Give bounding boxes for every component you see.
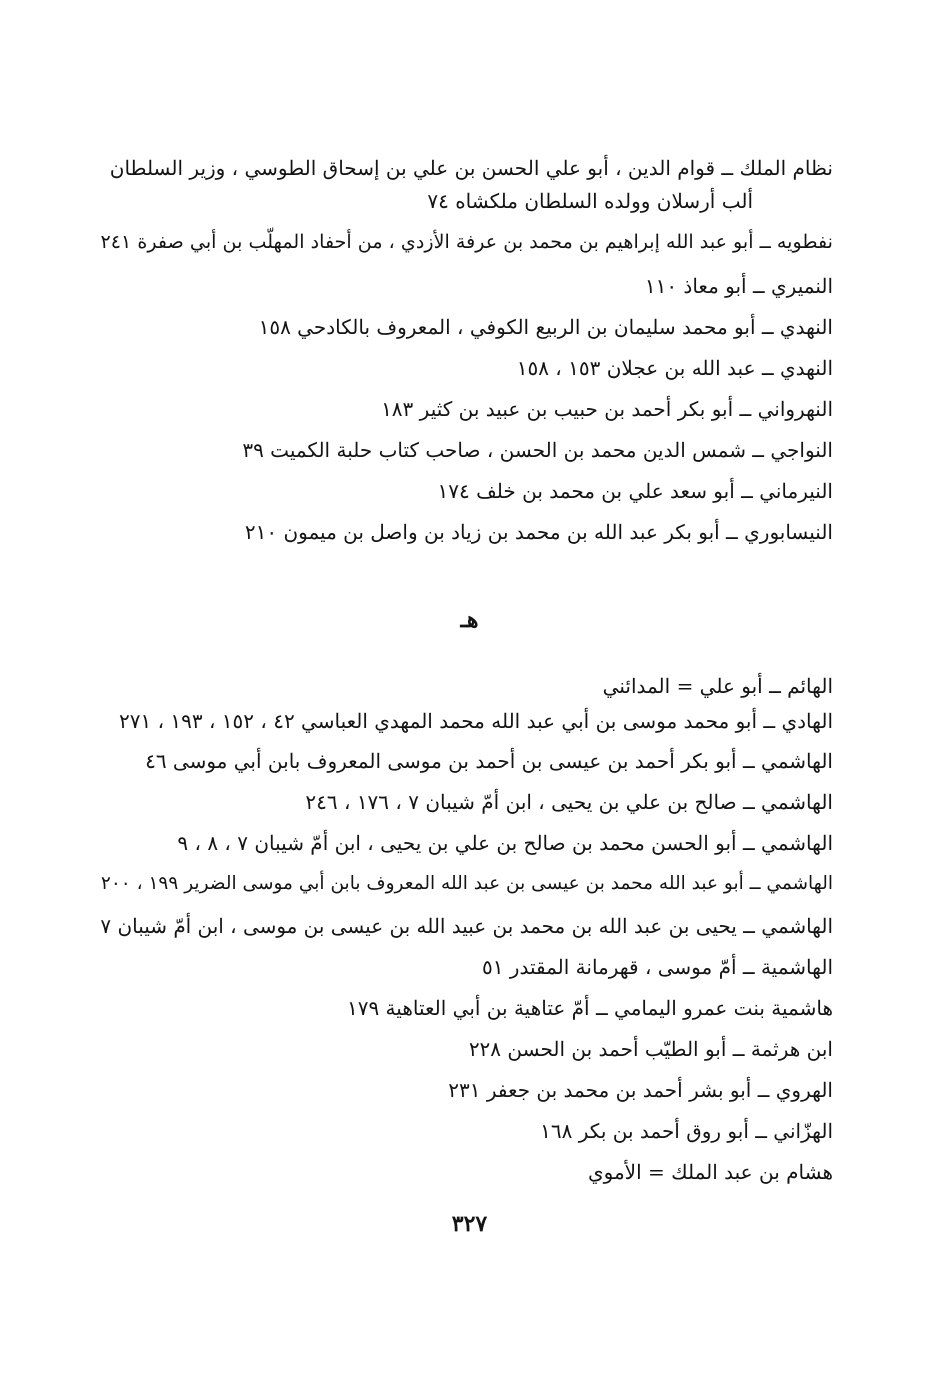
index-entry-line: النميري ــ أبو معاذ ١١٠ <box>644 274 833 298</box>
index-entry-line: نظام الملك ــ قوام الدين ، أبو علي الحسن بن علي بن إسحاق الطوسي ، وزير السلطان <box>109 156 833 180</box>
index-entry-line: النيسابوري ــ أبو بكر عبد الله بن محمد بن زياد بن واصل بن ميمون ٢١٠ <box>244 520 833 544</box>
index-entry-line: النيرماني ــ أبو سعد علي بن محمد بن خلف ١٧٤ <box>437 479 833 503</box>
index-entry-line: الهائم ــ أبو علي = المدائني <box>602 674 833 698</box>
index-entry-continuation: ألب أرسلان وولده السلطان ملكشاه ٧٤ <box>427 189 753 213</box>
index-entry-line: النهدي ــ عبد الله بن عجلان ١٥٣ ، ١٥٨ <box>516 356 833 380</box>
index-entry-line: النهرواني ــ أبو بكر أحمد بن حبيب بن عبيد بن كثير ١٨٣ <box>381 397 833 421</box>
section-heading-letter: هـ <box>460 607 479 633</box>
index-entry-line: هاشمية بنت عمرو اليمامي ــ أمّ عتاهية بن أبي العتاهية ١٧٩ <box>346 996 833 1020</box>
index-entry-line: النواجي ــ شمس الدين محمد بن الحسن ، صاحب كتاب حلبة الكميت ٣٩ <box>242 438 833 462</box>
index-entry-line: الهاشمي ــ أبو عبد الله محمد بن عيسى بن عبد الله المعروف بابن أبي موسى الضرير ١٩٩ ، ٢٠٠ <box>100 873 833 894</box>
index-entry-line: الهاشمية ــ أمّ موسى ، قهرمانة المقتدر ٥١ <box>481 955 833 979</box>
index-entry-line: هشام بن عبد الملك = الأموي <box>587 1160 833 1184</box>
index-entry-line: ابن هرثمة ــ أبو الطيّب أحمد بن الحسن ٢٢٨ <box>468 1037 833 1061</box>
page-number: ٣٢٧ <box>451 1211 488 1237</box>
index-entry-line: الهاشمي ــ صالح بن علي بن يحيى ، ابن أمّ شيبان ٧ ، ١٧٦ ، ٢٤٦ <box>305 790 833 814</box>
index-entry-line: الهادي ــ أبو محمد موسى بن أبي عبد الله محمد المهدي العباسي ٤٢ ، ١٥٢ ، ١٩٣ ، ٢٧١ <box>118 709 833 733</box>
index-entry-line: نفطويه ــ أبو عبد الله إبراهيم بن محمد بن عرفة الأزدي ، من أحفاد المهلّب بن أبي صفرة ٢٤١ <box>100 230 833 253</box>
index-entry-line: النهدي ــ أبو محمد سليمان بن الربيع الكوفي ، المعروف بالكادحي ١٥٨ <box>258 315 833 339</box>
index-entry-line: الهزّاني ــ أبو روق أحمد بن بكر ١٦٨ <box>540 1119 833 1143</box>
index-entry-line: الهاشمي ــ أبو الحسن محمد بن صالح بن علي بن يحيى ، ابن أمّ شيبان ٧ ، ٨ ، ٩ <box>177 831 833 855</box>
index-entry-line: الهروي ــ أبو بشر أحمد بن محمد بن جعفر ٢٣١ <box>448 1078 833 1102</box>
index-entry-line: الهاشمي ــ أبو بكر أحمد بن عيسى بن أحمد بن موسى المعروف بابن أبي موسى ٤٦ <box>145 749 833 773</box>
index-entry-line: الهاشمي ــ يحيى بن عبد الله بن محمد بن عبيد الله بن عيسى بن موسى ، ابن أمّ شيبان ٧ <box>100 914 833 938</box>
